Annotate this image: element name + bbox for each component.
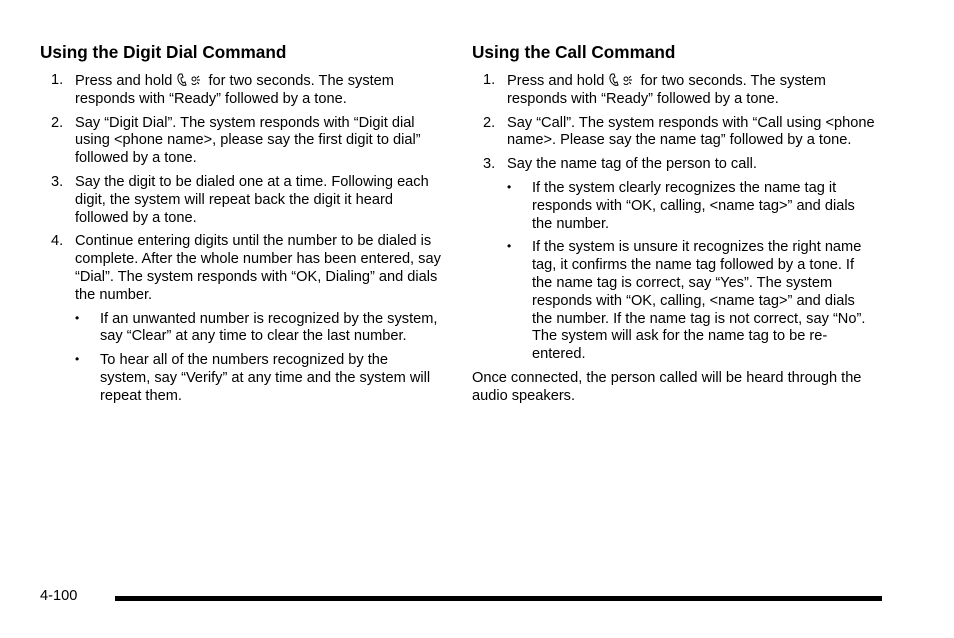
bullet-item: • To hear all of the numbers recognized by the system, say “Verify” at any time and the system will repeat them. xyxy=(75,352,431,404)
phone-icon xyxy=(608,72,622,88)
voice-icon xyxy=(622,72,636,88)
right-column xyxy=(472,42,876,406)
bullet-item: • If the system is unsure it recognizes the right name tag, it confirms the name tag followed by a tone. If the name tag is correct, say “Yes”. The system responds with “OK, calling, <name tag>” and dials the number. If the name tag is not correct, say “No”. The system will ask for the name tag to be re-entered. xyxy=(507,239,866,363)
step-2: 2. Say “Call”. The system responds with “Call using <phone name>. Please say the name tag” followed by a tone. xyxy=(483,114,875,149)
bullet-icon: • xyxy=(507,239,512,254)
left-column xyxy=(40,42,442,412)
bullet-icon: • xyxy=(507,179,512,194)
bullet-icon: • xyxy=(75,310,80,325)
bullet-icon: • xyxy=(75,352,80,367)
section-heading-call: Using the Call Command xyxy=(472,42,676,62)
call-steps xyxy=(472,72,876,364)
step-number: 1. xyxy=(51,72,64,88)
step-number: 4. xyxy=(51,233,64,250)
bullet-item: • If the system clearly recognizes the name tag it responds with “OK, calling, <name tag>” and dials the number. xyxy=(507,179,855,232)
step-3-bullets xyxy=(507,180,876,364)
step-number: 3. xyxy=(483,156,496,173)
step-4-bullets xyxy=(75,311,442,406)
footer-rule xyxy=(115,596,882,601)
step-4: 4. Continue entering digits until the number to be dialed is complete. After the whole number has been entered, say “Dial”. The system responds with “OK, Dialing” and dials the number. • If an unwanted number is recognized by the system, say “Clear” at any time to clear the last number. • To hear all of the numbers recognized by the system, say “Verify” at any time and the system will repeat them. xyxy=(51,233,441,404)
voice-icon xyxy=(190,72,204,88)
step-number: 2. xyxy=(51,114,64,131)
step-number: 1. xyxy=(483,72,496,88)
phone-icon xyxy=(176,72,190,88)
closing-paragraph: Once connected, the person called will be heard through the audio speakers. xyxy=(472,369,862,404)
section-heading-digit-dial: Using the Digit Dial Command xyxy=(40,42,287,62)
step-number: 2. xyxy=(483,114,496,131)
step-2: 2. Say “Digit Dial”. The system responds with “Digit dial using <phone name>, please say the first digit to dial” followed by a tone. xyxy=(51,114,421,167)
step-1: 1. Press and hold for two seconds. The system responds with “Ready” followed by a tone. xyxy=(51,72,394,107)
step-3: 3. Say the digit to be dialed one at a time. Following each digit, the system will repeat back the digit it heard followed by a tone. xyxy=(51,173,429,226)
step-3: 3. Say the name tag of the person to call. • If the system clearly recognizes the name tag it responds with “OK, calling, <name tag>” and dials the number. • If the system is unsure it recognizes the right name tag, it confirms the name tag followed by a tone. If the name tag is correct, say “Yes”. The system responds with “OK, calling, <name tag>” and dials the number. If the name tag is not correct, say “No”. The system will ask for the name tag to be re-entered. xyxy=(472,156,876,364)
step-1: 1. Press and hold for two seconds. The system responds with “Ready” followed by a tone. xyxy=(483,72,826,107)
bullet-item: • If an unwanted number is recognized by the system, say “Clear” at any time to clear the last number. xyxy=(75,310,438,345)
digit-dial-steps xyxy=(40,72,442,406)
step-number: 3. xyxy=(51,173,64,190)
page-number: 4-100 xyxy=(40,588,78,604)
